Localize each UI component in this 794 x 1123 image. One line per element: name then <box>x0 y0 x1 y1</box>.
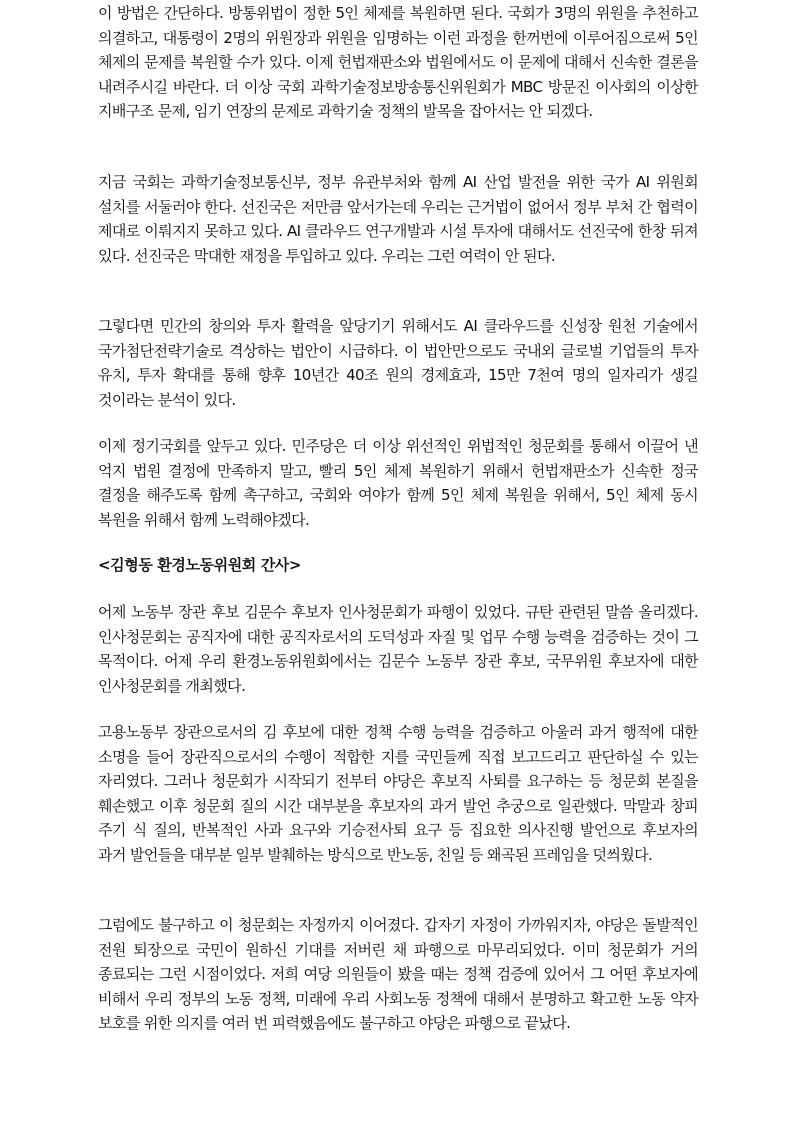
paragraph-5: 어제 노동부 장관 후보 김문수 후보자 인사청문회가 파행이 있었다. 규탄 관련된 말씀 올리겠다. 인사청문회는 공직자에 대한 공직자로서의 도덕성과 자질 및 업무 수행 능력을 검증하는 것이 그 목적이다. 어제 우리 환경노동위원회에서는 김문수 노동부 장관 후보, 국무위원 후보자에 대한 인사청문회를 개최했다. <box>98 603 698 695</box>
paragraph-2: 지금 국회는 과학기술정보통신부, 정부 유관부처와 함께 AI 산업 발전을 위한 국가 AI 위원회 설치를 서둘러야 한다. 선진국은 저만큼 앞서가는데 우리는 근거법이 없어서 정부 부처 간 협력이 제대로 이뤄지지 못하고 있다. AI 클라우드 연구개발과 시설 투자에 대해서도 선진국에 한창 뒤져 있다. 선진국은 막대한 재정을 투입하고 있다. 우리는 그런 여력이 안 된다. <box>98 173 698 265</box>
paragraph-1: 이 방법은 간단하다. 방통위법이 정한 5인 체제를 복원하면 된다. 국회가 3명의 위원을 추천하고 의결하고, 대통령이 2명의 위원장과 위원을 임명하는 이런 과정을 한꺼번에 이루어짐으로써 5인 체제의 문제를 복원할 수가 있다. 이제 헌법재판소와 법원에서도 이 문제에 대해서 신속한 결론을 내려주시길 바란다. 더 이상 국회 과학기술정보방송통신위원회가 MBC 방문진 이사회의 이상한 지배구조 문제, 임기 연장의 문제로 과학기술 정책의 발목을 잡아서는 안 되겠다. <box>98 4 698 120</box>
speaker-heading: <김형동 환경노동위원회 간사> <box>98 556 302 574</box>
paragraph-7: 그럼에도 불구하고 이 청문회는 자정까지 이어졌다. 갑자기 자정이 가까워지자, 야당은 돌발적인 전원 퇴장으로 국민이 원하신 기대를 저버린 채 파행으로 마무리되었다. 이미 청문회가 거의 종료되는 그런 시점이었다. 저희 여당 의원들이 봤을 때는 정책 검증에 있어서 그 어떤 후보자에 비해서 우리 정부의 노동 정책, 미래에 우리 사회노동 정책에 대해서 분명하고 확고한 노동 약자 보호를 위한 의지를 여러 번 피력했음에도 불구하고 야당은 파행으로 끝났다. <box>98 916 698 1032</box>
paragraph-4: 이제 정기국회를 앞두고 있다. 민주당은 더 이상 위선적인 위법적인 청문회를 통해서 이끌어 낸 억지 법원 결정에 만족하지 말고, 빨리 5인 체제 복원하기 위해서 헌법재판소가 신속한 정국 결정을 해주도록 함께 촉구하고, 국회와 여야가 함께 5인 체제 복원을 위해서, 5인 체제 동시 복원을 위해서 함께 노력해야겠다. <box>98 437 698 529</box>
paragraph-3: 그렇다면 민간의 창의와 투자 활력을 앞당기기 위해서도 AI 클라우드를 신성장 원천 기술에서 국가첨단전략기술로 격상하는 법안이 시급하다. 이 법안만으로도 국내외 글로벌 기업들의 투자 유치, 투자 확대를 통해 향후 10년간 40조 원의 경제효과, 15만 7천여 명의 일자리가 생길 것이라는 분석이 있다. <box>98 317 698 409</box>
paragraph-6: 고용노동부 장관으로서의 김 후보에 대한 정책 수행 능력을 검증하고 아울러 과거 행적에 대한 소명을 들어 장관직으로서의 수행이 적합한 지를 국민들께 직접 보고드리고 판단하실 수 있는 자리였다. 그러나 청문회가 시작되기 전부터 야당은 후보직 사퇴를 요구하는 등 청문회 본질을 훼손했고 이후 청문회 질의 시간 대부분을 후보자의 과거 발언 추궁으로 일관했다. 막말과 창피 주기 식 질의, 반복적인 사과 요구와 기승전사퇴 요구 등 집요한 의사진행 발언으로 후보자의 과거 발언들을 대부분 일부 발췌하는 방식으로 반노동, 친일 등 왜곡된 프레임을 덧씌웠다. <box>98 723 698 864</box>
